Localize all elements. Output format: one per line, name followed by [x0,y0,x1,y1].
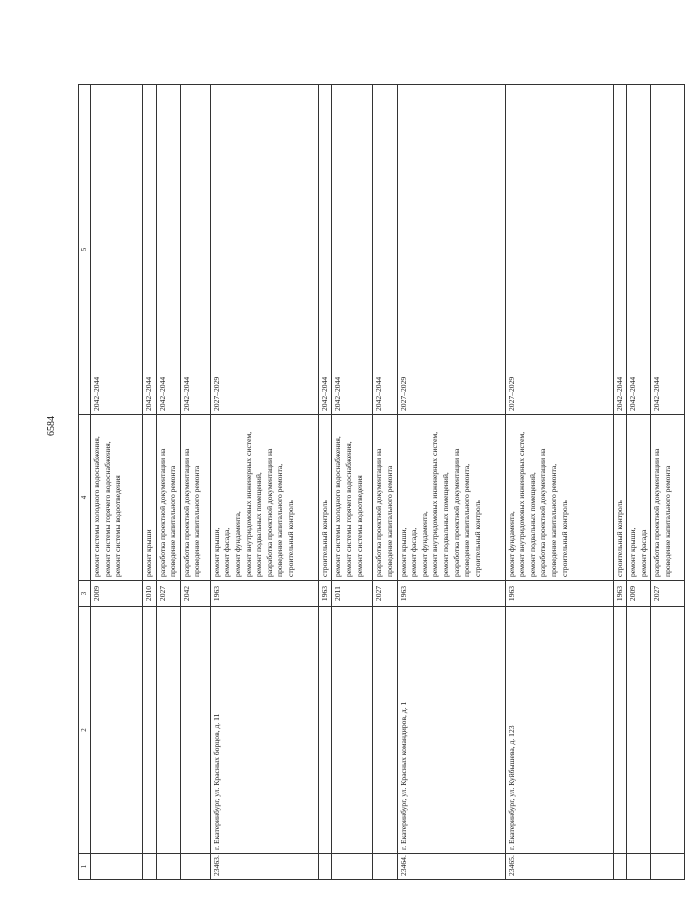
work-line: ремонт подвальных помещений, [440,472,450,577]
row-number-cell: 23465. [505,854,613,880]
address-cell [651,607,685,854]
work-line: ремонт крыши, [211,527,221,577]
table-row [180,85,210,880]
work-line: разработка проектной документации на [264,448,274,577]
work-line: разработка проектной документации на [451,448,461,577]
address-cell [91,607,143,854]
work-line: ремонт крыши [144,529,153,577]
table-row [332,85,373,880]
rotated-table-container [78,85,672,880]
row-number-cell: 23464. [397,854,505,880]
header-cell: 3 [79,581,91,607]
work-line: ремонт фасада, [222,527,232,577]
row-number-cell [91,854,143,880]
year-cell: 2027 [156,581,180,607]
row-number-cell [613,854,627,880]
work-line: разработка проектной документации на [157,448,167,577]
row-number-cell: 23463. [210,854,318,880]
work-line: проведение капитального ремонта, [275,463,285,577]
work-line: ремонт внутридомовых инженерных систем, [517,431,527,577]
address-cell [143,607,157,854]
work-line: ремонт фундамента, [506,511,516,577]
work-line: ремонт фундамента, [419,511,429,577]
work-line: строительный контроль [559,500,569,577]
year-cell: 2027 [651,581,685,607]
row-number-cell [143,854,157,880]
period-cell: 2042–2044 [91,85,143,415]
work-line: разработка проектной документации на [374,448,384,577]
period-cell: 2042–2044 [180,85,210,415]
year-cell: 2042 [180,581,210,607]
work-line: разработка проектной документации на [181,448,191,577]
page-number: 6584 [46,416,57,436]
work-line: ремонт системы горячего водоснабжения, [343,441,353,577]
address-cell: г. Екатеринбург, ул. Куйбышева, д. 123 [505,607,613,854]
address-cell [332,607,373,854]
works-cell [627,415,651,581]
period-cell: 2042–2044 [373,85,397,415]
work-line: проведение капитального ремонта, [548,463,558,577]
period-cell: 2027–2029 [210,85,318,415]
work-line: проведение капитального ремонта, [462,463,472,577]
table-row [91,85,143,880]
works-cell [397,415,505,581]
address-cell [156,607,180,854]
row-number-cell [332,854,373,880]
address-cell [613,607,627,854]
work-line: ремонт внутридомовых инженерных систем, [430,431,440,577]
header-row [79,85,91,880]
table-row [651,85,685,880]
header-cell: 4 [79,415,91,581]
works-cell [332,415,373,581]
address-cell: г. Екатеринбург, ул. Красных командиров, д. 1 [397,607,505,854]
period-cell: 2042–2044 [332,85,373,415]
table-row [627,85,651,880]
row-number-cell [651,854,685,880]
period-cell: 2027–2029 [397,85,505,415]
work-line: строительный контроль [285,500,295,577]
work-line: проведение капитального ремонта [168,465,178,577]
period-cell: 2042–2044 [651,85,685,415]
work-line: ремонт внутридомовых инженерных систем, [243,431,253,577]
work-line: ремонт системы холодного водоснабжения, [333,436,343,577]
row-number-cell [156,854,180,880]
works-cell [180,415,210,581]
works-cell [156,415,180,581]
row-number-cell [180,854,210,880]
work-line: ремонт фасада, [409,527,419,577]
work-line: разработка проектной документации на [652,448,662,577]
year-cell: 1963 [613,581,627,607]
work-line: ремонт подвальных помещений, [527,472,537,577]
table-row [318,85,332,880]
work-line: строительный контроль [614,500,624,577]
year-cell: 2027 [373,581,397,607]
address-cell [180,607,210,854]
year-cell: 1963 [318,581,332,607]
year-cell: 1963 [397,581,505,607]
period-cell: 2027–2029 [505,85,613,415]
works-cell [318,415,332,581]
work-line: ремонт системы водоотведения [113,475,123,577]
works-cell [651,415,685,581]
row-number-cell [373,854,397,880]
work-line: проведение капитального ремонта [384,465,394,577]
work-line: проведение капитального ремонта [192,465,202,577]
work-line: разработка проектной документации на [538,448,548,577]
table-row [373,85,397,880]
work-line: ремонт системы водоотведения [354,475,364,577]
table-row [505,85,613,880]
work-line: ремонт системы горячего водоснабжения, [102,441,112,577]
work-line: проведение капитального ремонта [662,465,672,577]
row-number-cell [318,854,332,880]
work-line: строительный контроль [319,500,329,577]
table-row [397,85,505,880]
work-line: ремонт фасада [638,529,648,577]
work-line: ремонт фундамента, [232,511,242,577]
address-cell: г. Екатеринбург, ул. Красных борцов, д. 11 [210,607,318,854]
period-cell: 2042–2044 [143,85,157,415]
row-number-cell [627,854,651,880]
works-cell [91,415,143,581]
works-cell [143,415,157,581]
table-row [143,85,157,880]
table-body [91,85,685,880]
work-line: ремонт крыши, [628,527,638,577]
works-cell [505,415,613,581]
year-cell: 1963 [210,581,318,607]
table-row [613,85,627,880]
period-cell: 2042–2044 [613,85,627,415]
work-line: ремонт системы холодного водоснабжения, [92,436,101,577]
period-cell: 2042–2044 [156,85,180,415]
year-cell: 2011 [332,581,373,607]
year-cell: 2009 [91,581,143,607]
work-line: строительный контроль [472,500,482,577]
year-cell: 2010 [143,581,157,607]
work-line: ремонт крыши, [398,527,408,577]
works-cell [210,415,318,581]
address-cell [318,607,332,854]
works-cell [613,415,627,581]
works-cell [373,415,397,581]
header-cell: 2 [79,607,91,854]
year-cell: 1963 [505,581,613,607]
address-cell [627,607,651,854]
table-row [210,85,318,880]
work-line: ремонт подвальных помещений, [254,472,264,577]
period-cell: 2042–2044 [627,85,651,415]
address-cell [373,607,397,854]
repair-schedule-table [78,84,685,880]
period-cell: 2042–2044 [318,85,332,415]
table-row [156,85,180,880]
year-cell: 2009 [627,581,651,607]
header-cell: 1 [79,854,91,880]
header-cell: 5 [79,85,91,415]
